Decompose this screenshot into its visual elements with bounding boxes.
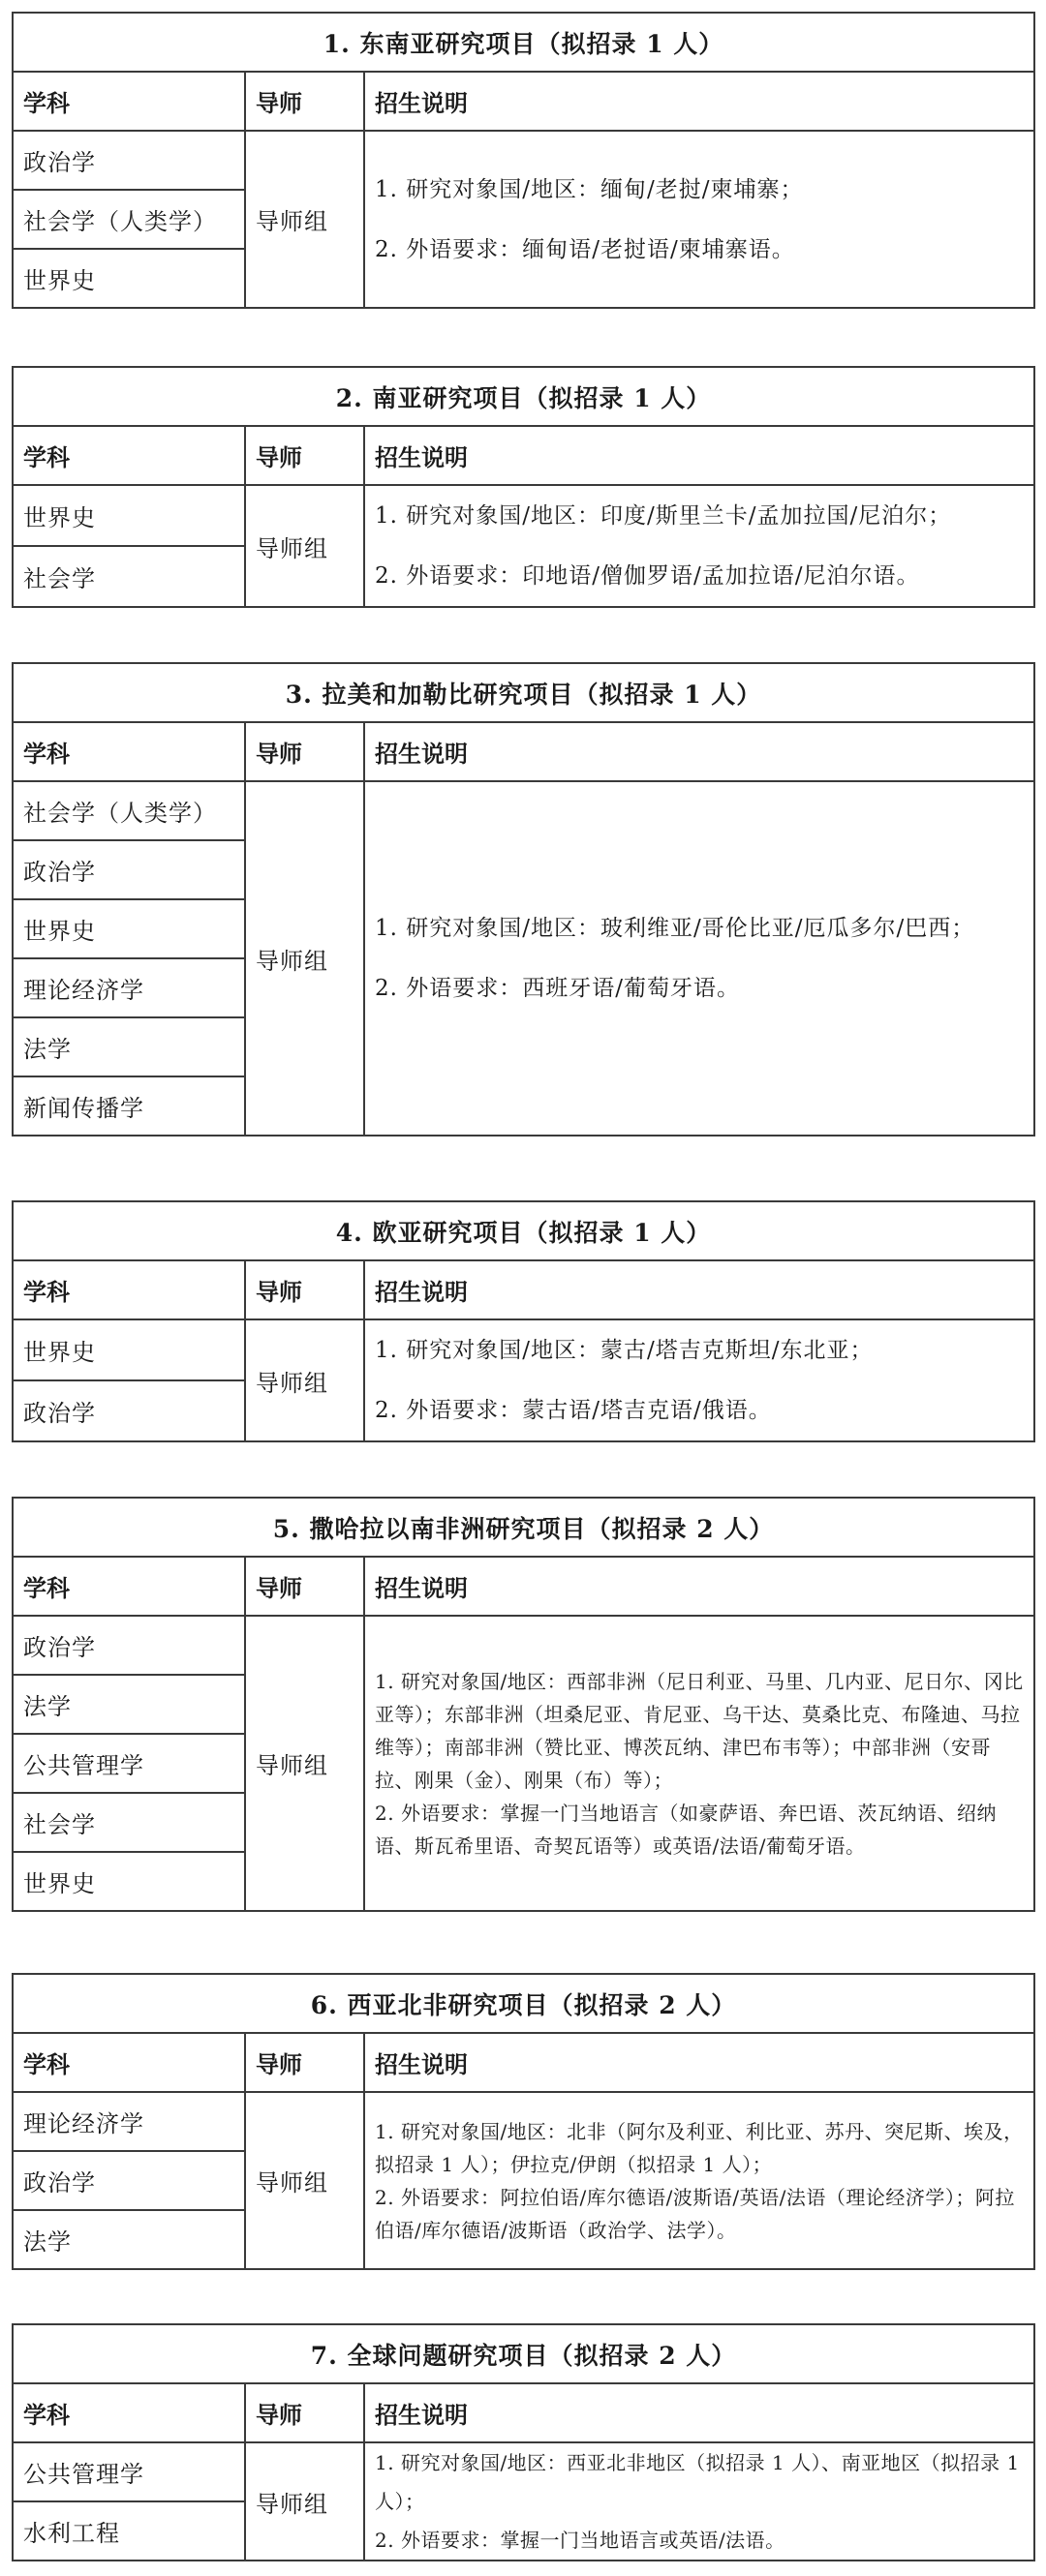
subject-cell: 社会学	[13, 546, 245, 607]
project-title: 2. 南亚研究项目（拟招录 1 人）	[13, 367, 1034, 426]
tutor-cell: 导师组	[245, 781, 364, 1136]
desc-line: 1. 研究对象国/地区：西部非洲（尼日利亚、马里、几内亚、尼日尔、冈比亚等）；东部非洲（坦桑尼亚、肯尼亚、乌干达、莫桑比克、布隆迪、马拉维等）；南部非洲（赞比亚、博茨瓦纳、津巴布韦等）；中部非洲（安哥拉、刚果（金）、刚果（布）等）；	[375, 1669, 1024, 1792]
desc-line: 1. 研究对象国/地区：缅甸/老挝/柬埔寨；	[375, 176, 804, 202]
header-desc: 招生说明	[364, 2383, 1034, 2442]
subject-cell: 政治学	[13, 1616, 245, 1675]
tutor-cell: 导师组	[245, 1616, 364, 1911]
header-desc: 招生说明	[364, 1557, 1034, 1616]
header-subject: 学科	[13, 1260, 245, 1319]
tutor-cell: 导师组	[245, 1319, 364, 1441]
project-table-7	[12, 2323, 1035, 2561]
tutor-cell: 导师组	[245, 485, 364, 607]
subject-cell: 政治学	[13, 131, 245, 190]
subject-cell: 理论经济学	[13, 958, 245, 1017]
subject-cell: 世界史	[13, 485, 245, 546]
desc-line: 2. 外语要求：掌握一门当地语言或英语/法语。	[375, 2529, 785, 2552]
desc-cell	[364, 1616, 1034, 1911]
subject-cell: 世界史	[13, 1319, 245, 1380]
desc-cell	[364, 2092, 1034, 2269]
project-table-6	[12, 1973, 1035, 2270]
desc-line: 1. 研究对象国/地区：西亚北非地区（拟招录 1 人）、南亚地区（拟招录 1 人）；	[375, 2451, 1020, 2513]
subject-cell: 社会学（人类学）	[13, 190, 245, 249]
header-desc: 招生说明	[364, 1260, 1034, 1319]
subject-cell: 世界史	[13, 249, 245, 308]
desc-cell	[364, 2442, 1034, 2561]
subject-cell: 法学	[13, 2210, 245, 2269]
subject-cell: 水利工程	[13, 2501, 245, 2561]
desc-line: 2. 外语要求：阿拉伯语/库尔德语/波斯语/英语/法语（理论经济学）；阿拉伯语/库尔德语/波斯语（政治学、法学）。	[375, 2185, 1015, 2242]
tutor-cell: 导师组	[245, 131, 364, 308]
header-tutor: 导师	[245, 2383, 364, 2442]
header-tutor: 导师	[245, 722, 364, 781]
header-tutor: 导师	[245, 1260, 364, 1319]
desc-line: 2. 外语要求：缅甸语/老挝语/柬埔寨语。	[375, 236, 795, 262]
header-tutor: 导师	[245, 1557, 364, 1616]
desc-line: 2. 外语要求：蒙古语/塔吉克语/俄语。	[375, 1398, 772, 1423]
project-title: 4. 欧亚研究项目（拟招录 1 人）	[13, 1201, 1034, 1260]
header-subject: 学科	[13, 72, 245, 131]
subject-cell: 政治学	[13, 2151, 245, 2210]
desc-cell	[364, 131, 1034, 308]
project-table-1	[12, 12, 1035, 309]
subject-cell: 法学	[13, 1017, 245, 1076]
desc-cell	[364, 485, 1034, 607]
desc-line: 1. 研究对象国/地区：玻利维亚/哥伦比亚/厄瓜多尔/巴西；	[375, 916, 975, 941]
subject-cell: 世界史	[13, 899, 245, 958]
header-tutor: 导师	[245, 426, 364, 485]
project-table-5	[12, 1497, 1035, 1912]
desc-line: 1. 研究对象国/地区：蒙古/塔吉克斯坦/东北亚；	[375, 1338, 874, 1363]
desc-line: 2. 外语要求：掌握一门当地语言（如豪萨语、奔巴语、茨瓦纳语、绍纳语、斯瓦希里语、奇契瓦语等）或英语/法语/葡萄牙语。	[375, 1801, 997, 1858]
header-subject: 学科	[13, 2383, 245, 2442]
project-table-2	[12, 366, 1035, 608]
header-desc: 招生说明	[364, 426, 1034, 485]
header-tutor: 导师	[245, 2033, 364, 2092]
subject-cell: 理论经济学	[13, 2092, 245, 2151]
subject-cell: 政治学	[13, 840, 245, 899]
header-subject: 学科	[13, 722, 245, 781]
subject-cell: 世界史	[13, 1852, 245, 1911]
desc-line: 1. 研究对象国/地区：印度/斯里兰卡/孟加拉国/尼泊尔；	[375, 503, 952, 529]
subject-cell: 政治学	[13, 1380, 245, 1441]
header-subject: 学科	[13, 1557, 245, 1616]
desc-line: 1. 研究对象国/地区：北非（阿尔及利亚、利比亚、苏丹、突尼斯、埃及，拟招录 1 人）；伊拉克/伊朗（拟招录 1 人）；	[375, 2119, 1024, 2176]
subject-cell: 新闻传播学	[13, 1076, 245, 1136]
tutor-cell: 导师组	[245, 2442, 364, 2561]
project-title: 1. 东南亚研究项目（拟招录 1 人）	[13, 13, 1034, 72]
desc-line: 2. 外语要求：西班牙语/葡萄牙语。	[375, 976, 741, 1001]
subject-cell: 社会学	[13, 1793, 245, 1852]
header-tutor: 导师	[245, 72, 364, 131]
project-title: 3. 拉美和加勒比研究项目（拟招录 1 人）	[13, 663, 1034, 722]
header-desc: 招生说明	[364, 722, 1034, 781]
desc-line: 2. 外语要求：印地语/僧伽罗语/孟加拉语/尼泊尔语。	[375, 563, 920, 589]
subject-cell: 公共管理学	[13, 2442, 245, 2501]
project-title: 6. 西亚北非研究项目（拟招录 2 人）	[13, 1974, 1034, 2033]
header-subject: 学科	[13, 426, 245, 485]
project-title: 5. 撒哈拉以南非洲研究项目（拟招录 2 人）	[13, 1498, 1034, 1557]
header-desc: 招生说明	[364, 72, 1034, 131]
desc-cell	[364, 781, 1034, 1136]
project-table-3	[12, 662, 1035, 1136]
subject-cell: 法学	[13, 1675, 245, 1734]
subject-cell: 社会学（人类学）	[13, 781, 245, 840]
header-subject: 学科	[13, 2033, 245, 2092]
project-title: 7. 全球问题研究项目（拟招录 2 人）	[13, 2324, 1034, 2383]
subject-cell: 公共管理学	[13, 1734, 245, 1793]
desc-cell	[364, 1319, 1034, 1441]
project-table-4	[12, 1200, 1035, 1442]
header-desc: 招生说明	[364, 2033, 1034, 2092]
tutor-cell: 导师组	[245, 2092, 364, 2269]
